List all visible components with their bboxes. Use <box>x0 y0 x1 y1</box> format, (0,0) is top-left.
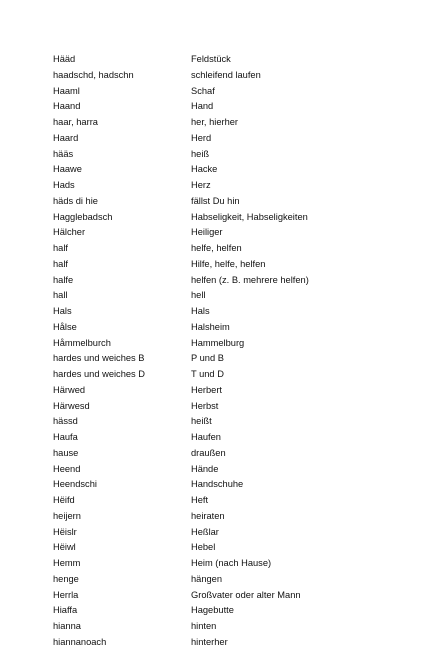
dialect-term: Håmmelburch <box>53 337 111 348</box>
german-translation: Hagebutte <box>191 605 234 616</box>
dialect-term: Hagglebadsch <box>53 211 113 222</box>
dialect-term: heijern <box>53 510 81 521</box>
dialect-term: hiannanoach <box>53 636 107 647</box>
german-translation: Herbst <box>191 400 219 411</box>
glossary-row <box>53 493 373 509</box>
glossary-row <box>53 477 373 493</box>
german-translation: Hacke <box>191 164 218 175</box>
german-translation: Herz <box>191 180 211 190</box>
glossary-row <box>53 383 373 399</box>
glossary-row <box>53 304 373 320</box>
glossary-row <box>53 68 373 84</box>
german-translation: Heiliger <box>191 227 223 238</box>
glossary-row <box>53 225 373 241</box>
dialect-term: Hëiwl <box>53 542 76 553</box>
glossary-row <box>53 399 373 415</box>
dialect-term: Hals <box>53 306 72 316</box>
dialect-term: Haard <box>53 132 79 143</box>
german-translation: Schaf <box>191 85 215 96</box>
glossary-row <box>53 210 373 226</box>
german-translation: heiß <box>191 148 210 159</box>
dialect-term: Hälcher <box>53 227 86 238</box>
dialect-term: hääs <box>53 148 74 159</box>
dialect-term: haar, harra <box>53 117 98 127</box>
glossary-row <box>53 588 373 604</box>
german-translation: Feldstück <box>191 54 231 64</box>
glossary-row <box>53 147 373 163</box>
glossary-row <box>53 273 373 289</box>
dialect-term: haadschd, hadschn <box>53 69 134 80</box>
glossary-row <box>53 115 373 131</box>
german-translation: fällst Du hin <box>191 195 240 206</box>
glossary-row <box>53 241 373 257</box>
german-translation: heißt <box>191 416 212 427</box>
glossary-row <box>53 540 373 556</box>
glossary-row <box>53 509 373 525</box>
glossary-row <box>53 99 373 115</box>
glossary-row <box>53 257 373 273</box>
dialect-term: hianna <box>53 621 81 631</box>
dialect-term: hässd <box>53 416 78 427</box>
glossary-row <box>53 351 373 367</box>
dialect-term: Hääd <box>53 54 76 64</box>
glossary-row <box>53 162 373 178</box>
glossary-row <box>53 336 373 352</box>
glossary-row <box>53 430 373 446</box>
dialect-term: hardes und weiches D <box>53 369 145 379</box>
german-translation: Handschuhe <box>191 479 244 490</box>
glossary-row <box>53 619 373 635</box>
glossary-row <box>53 52 373 68</box>
dialect-term: Heendschi <box>53 479 97 490</box>
dialect-term: Hiaffa <box>53 605 78 616</box>
glossary-row <box>53 84 373 100</box>
glossary-row <box>53 367 373 383</box>
glossary-row <box>53 556 373 572</box>
dialect-term: Hemm <box>53 558 81 568</box>
dialect-term: half <box>53 258 68 269</box>
german-translation: Heßlar <box>191 526 219 537</box>
german-translation: Herd <box>191 132 212 143</box>
german-translation: Habseligkeit, Habseligkeiten <box>191 211 308 222</box>
german-translation: Halsheim <box>191 321 230 332</box>
german-translation: Heft <box>191 495 209 505</box>
german-translation: T und D <box>191 369 224 379</box>
dialect-term: hause <box>53 447 79 458</box>
german-translation: Hammelburg <box>191 337 245 348</box>
dialect-term: henge <box>53 573 79 584</box>
german-translation: Hilfe, helfe, helfen <box>191 258 266 269</box>
german-translation: hell <box>191 290 206 301</box>
german-translation: Hände <box>191 463 219 474</box>
german-translation: hinten <box>191 621 217 631</box>
german-translation: hinterher <box>191 636 228 647</box>
glossary-row <box>53 635 373 651</box>
dialect-term: Hëislr <box>53 526 77 537</box>
german-translation: Hals <box>191 306 210 316</box>
dialect-term: Hëifd <box>53 495 75 505</box>
german-translation: hängen <box>191 573 223 584</box>
dialect-term: Heend <box>53 463 81 474</box>
german-translation: Hebel <box>191 542 216 553</box>
german-translation: P und B <box>191 353 224 364</box>
dialect-term: Härwesd <box>53 400 90 411</box>
dialect-term: Hads <box>53 180 75 190</box>
glossary-row <box>53 525 373 541</box>
german-translation: her, hierher <box>191 117 239 127</box>
german-translation: Hand <box>191 101 214 112</box>
glossary-row <box>53 603 373 619</box>
dialect-term: Haand <box>53 101 81 112</box>
glossary-row <box>53 194 373 210</box>
german-translation: Haufen <box>191 432 221 442</box>
glossary-row <box>53 288 373 304</box>
german-translation: heiraten <box>191 510 225 521</box>
dialect-term: häds di hie <box>53 195 98 206</box>
dialect-term: Haufa <box>53 432 78 442</box>
dialect-term: Haaml <box>53 85 80 96</box>
glossary-row <box>53 462 373 478</box>
german-translation: schleifend laufen <box>191 69 261 80</box>
german-translation: Großvater oder alter Mann <box>191 589 301 600</box>
glossary-row <box>53 131 373 147</box>
glossary-row <box>53 178 373 194</box>
dialect-term: halfe <box>53 274 74 285</box>
german-translation: Heim (nach Hause) <box>191 558 272 568</box>
dialect-term: Härwed <box>53 384 86 395</box>
dialect-term: Haawe <box>53 164 82 175</box>
glossary-row <box>53 572 373 588</box>
glossary-row <box>53 446 373 462</box>
dialect-term: hall <box>53 290 68 301</box>
dialect-term: half <box>53 243 68 253</box>
german-translation: helfe, helfen <box>191 243 242 253</box>
dialect-term: Hålse <box>53 321 77 332</box>
german-translation: Herbert <box>191 384 223 395</box>
dialect-term: hardes und weiches B <box>53 353 145 364</box>
dialect-term: Herrla <box>53 589 79 600</box>
glossary-list <box>53 52 373 651</box>
german-translation: helfen (z. B. mehrere helfen) <box>191 274 309 285</box>
glossary-row <box>53 414 373 430</box>
glossary-row <box>53 320 373 336</box>
german-translation: draußen <box>191 447 226 458</box>
